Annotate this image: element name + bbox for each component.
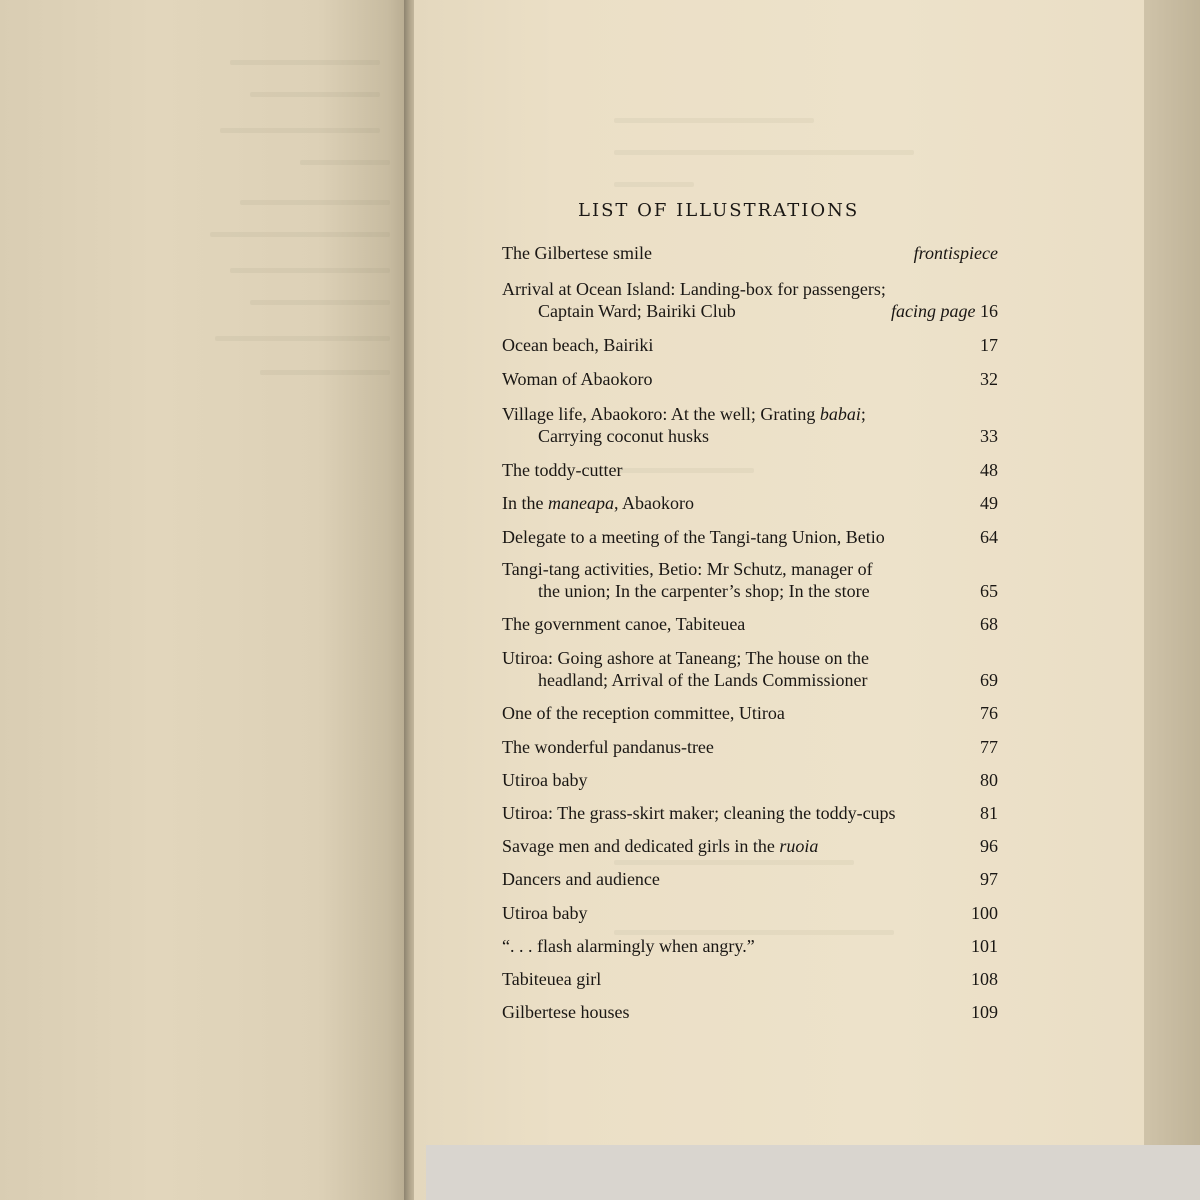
entry-page: 33	[980, 426, 998, 446]
bleed-through-text	[614, 182, 694, 187]
list-item	[502, 368, 998, 390]
bleed-through-text	[250, 300, 390, 305]
entry-caption: Arrival at Ocean Island: Landing-box for passengers;	[502, 279, 886, 299]
bleed-through-text	[230, 268, 390, 273]
entry-caption: Utiroa: Going ashore at Taneang; The house on the	[502, 648, 869, 668]
list-item	[502, 613, 998, 635]
entry-page: 101	[971, 936, 998, 956]
list-item	[502, 334, 998, 356]
entry-caption: The Gilbertese smile	[502, 243, 652, 263]
entry-caption-italic: maneapa	[547, 493, 614, 513]
entry-caption-text: , Abaokoro	[613, 493, 694, 513]
list-item	[502, 702, 998, 724]
entry-page: 80	[980, 770, 998, 790]
entry-caption: The government canoe, Tabiteuea	[502, 614, 746, 634]
entry-caption: Tabiteuea girl	[502, 969, 602, 989]
list-item	[502, 278, 998, 322]
left-page	[0, 0, 408, 1200]
entry-caption: Woman of Abaokoro	[502, 369, 653, 389]
entry-caption	[502, 403, 998, 425]
entry-page: 68	[980, 614, 998, 634]
bleed-through-text	[614, 150, 914, 155]
list-item	[502, 647, 998, 691]
bleed-through-text	[300, 160, 390, 165]
entry-page: 108	[971, 969, 998, 989]
entry-page: 77	[980, 737, 998, 757]
entry-page: 49	[980, 493, 998, 513]
list-item	[502, 242, 998, 264]
entry-caption: Tangi-tang activities, Betio: Mr Schutz, manager of	[502, 559, 873, 579]
bleed-through-text	[250, 92, 380, 97]
list-item	[502, 526, 998, 548]
facing-page-label: facing page	[891, 301, 976, 321]
list-item	[502, 1001, 998, 1023]
entry-caption-text: ;	[860, 404, 866, 424]
page-edge-shadow	[1144, 0, 1200, 1145]
entry-page-number: 16	[980, 301, 998, 321]
entry-page: 97	[980, 869, 998, 889]
entry-caption-text: Savage men and dedicated girls in the	[502, 836, 780, 856]
entry-page: 76	[980, 703, 998, 723]
bleed-through-text	[220, 128, 380, 133]
bleed-through-text	[240, 200, 390, 205]
list-item	[502, 558, 998, 602]
entry-caption-text: In the	[502, 493, 548, 513]
entry-page: 100	[971, 903, 998, 923]
entry-caption-italic: ruoia	[779, 836, 819, 856]
entry-caption: One of the reception committee, Utiroa	[502, 703, 785, 723]
entry-caption-continued: headland; Arrival of the Lands Commissioner	[538, 670, 868, 690]
entry-page: 81	[980, 803, 998, 823]
list-item	[502, 868, 998, 890]
list-item	[502, 403, 998, 447]
entry-caption	[502, 835, 998, 857]
list-item	[502, 736, 998, 758]
entry-caption-text: Village life, Abaokoro: At the well; Grating	[502, 404, 820, 424]
entry-page: 109	[971, 1002, 998, 1022]
bleed-through-text	[215, 336, 390, 341]
entry-page: 32	[980, 369, 998, 389]
entry-caption-italic: babai	[819, 404, 861, 424]
bleed-through-text	[614, 860, 854, 865]
entry-page: 17	[980, 335, 998, 355]
list-item	[502, 802, 998, 824]
entry-caption	[502, 492, 998, 514]
table-surface	[426, 1145, 1200, 1200]
page-heading: LIST OF ILLUSTRATIONS	[578, 200, 860, 221]
entry-caption: The wonderful pandanus-tree	[502, 737, 714, 757]
entry-page: 64	[980, 527, 998, 547]
entry-caption: Utiroa baby	[502, 903, 588, 923]
bleed-through-text	[260, 370, 390, 375]
entry-caption: Delegate to a meeting of the Tangi-tang Union, Betio	[502, 527, 885, 547]
entry-page: 96	[980, 836, 998, 856]
entry-page: 48	[980, 460, 998, 480]
entry-page: 65	[980, 581, 998, 601]
list-item	[502, 459, 998, 481]
entry-caption: Dancers and audience	[502, 869, 660, 889]
list-item	[502, 492, 998, 514]
entry-caption: “. . . flash alarmingly when angry.”	[502, 936, 755, 956]
entry-caption: Utiroa baby	[502, 770, 588, 790]
entry-page: 69	[980, 670, 998, 690]
entry-caption: Ocean beach, Bairiki	[502, 335, 654, 355]
bleed-through-text	[614, 118, 814, 123]
bleed-through-text	[210, 232, 390, 237]
list-item	[502, 902, 998, 924]
list-item	[502, 769, 998, 791]
entry-caption-continued: Carrying coconut husks	[538, 426, 709, 446]
entry-caption-continued: Captain Ward; Bairiki Club	[538, 301, 736, 321]
list-item	[502, 835, 998, 857]
entry-page: frontispiece	[913, 243, 998, 263]
list-item	[502, 968, 998, 990]
bleed-through-text	[230, 60, 380, 65]
entry-caption: Utiroa: The grass-skirt maker; cleaning the toddy-cups	[502, 803, 896, 823]
entry-caption-continued: the union; In the carpenter’s shop; In the store	[538, 581, 870, 601]
entry-caption: The toddy-cutter	[502, 460, 623, 480]
entry-page	[891, 300, 998, 322]
entry-caption: Gilbertese houses	[502, 1002, 630, 1022]
list-item	[502, 935, 998, 957]
